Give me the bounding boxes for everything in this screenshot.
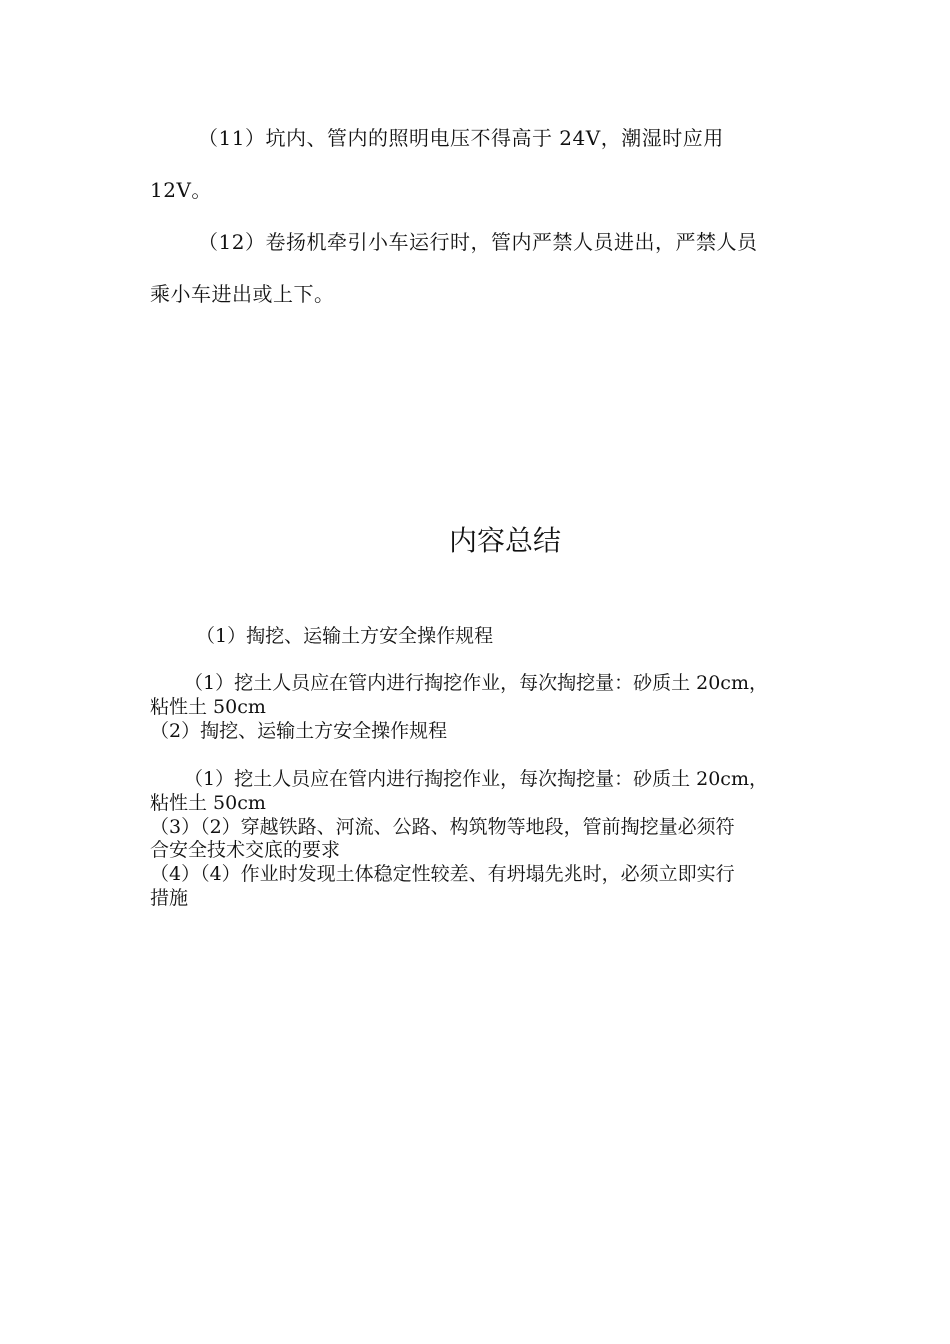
summary-line: （1）挖土人员应在管内进行掏挖作业，每次掏挖量：砂质土 20cm， (184, 768, 768, 790)
summary-line: （1）掏挖、运输土方安全操作规程 (196, 625, 494, 647)
summary-line: 粘性土 50cm (150, 792, 266, 814)
summary-line: 合安全技术交底的要求 (150, 839, 341, 861)
paragraph-12-line-1: （12）卷扬机牵引小车运行时，管内严禁人员进出，严禁人员 (198, 230, 758, 254)
paragraph-11-line-2: 12V。 (150, 178, 212, 202)
summary-line: 措施 (150, 887, 189, 909)
summary-line: 粘性土 50cm (150, 696, 266, 718)
paragraph-11-line-1: （11）坑内、管内的照明电压不得高于 24V，潮湿时应用 (198, 126, 724, 150)
summary-line: （4）（4）作业时发现土体稳定性较差、有坍塌先兆时，必须立即实行 (150, 863, 735, 885)
summary-line: （2）掏挖、运输土方安全操作规程 (150, 720, 448, 742)
summary-title: 内容总结 (448, 524, 561, 557)
summary-line: （3）（2）穿越铁路、河流、公路、构筑物等地段，管前掏挖量必须符 (150, 816, 735, 838)
paragraph-12-line-2: 乘小车进出或上下。 (150, 282, 335, 306)
summary-line: （1）挖土人员应在管内进行掏挖作业，每次掏挖量：砂质土 20cm， (184, 672, 768, 694)
